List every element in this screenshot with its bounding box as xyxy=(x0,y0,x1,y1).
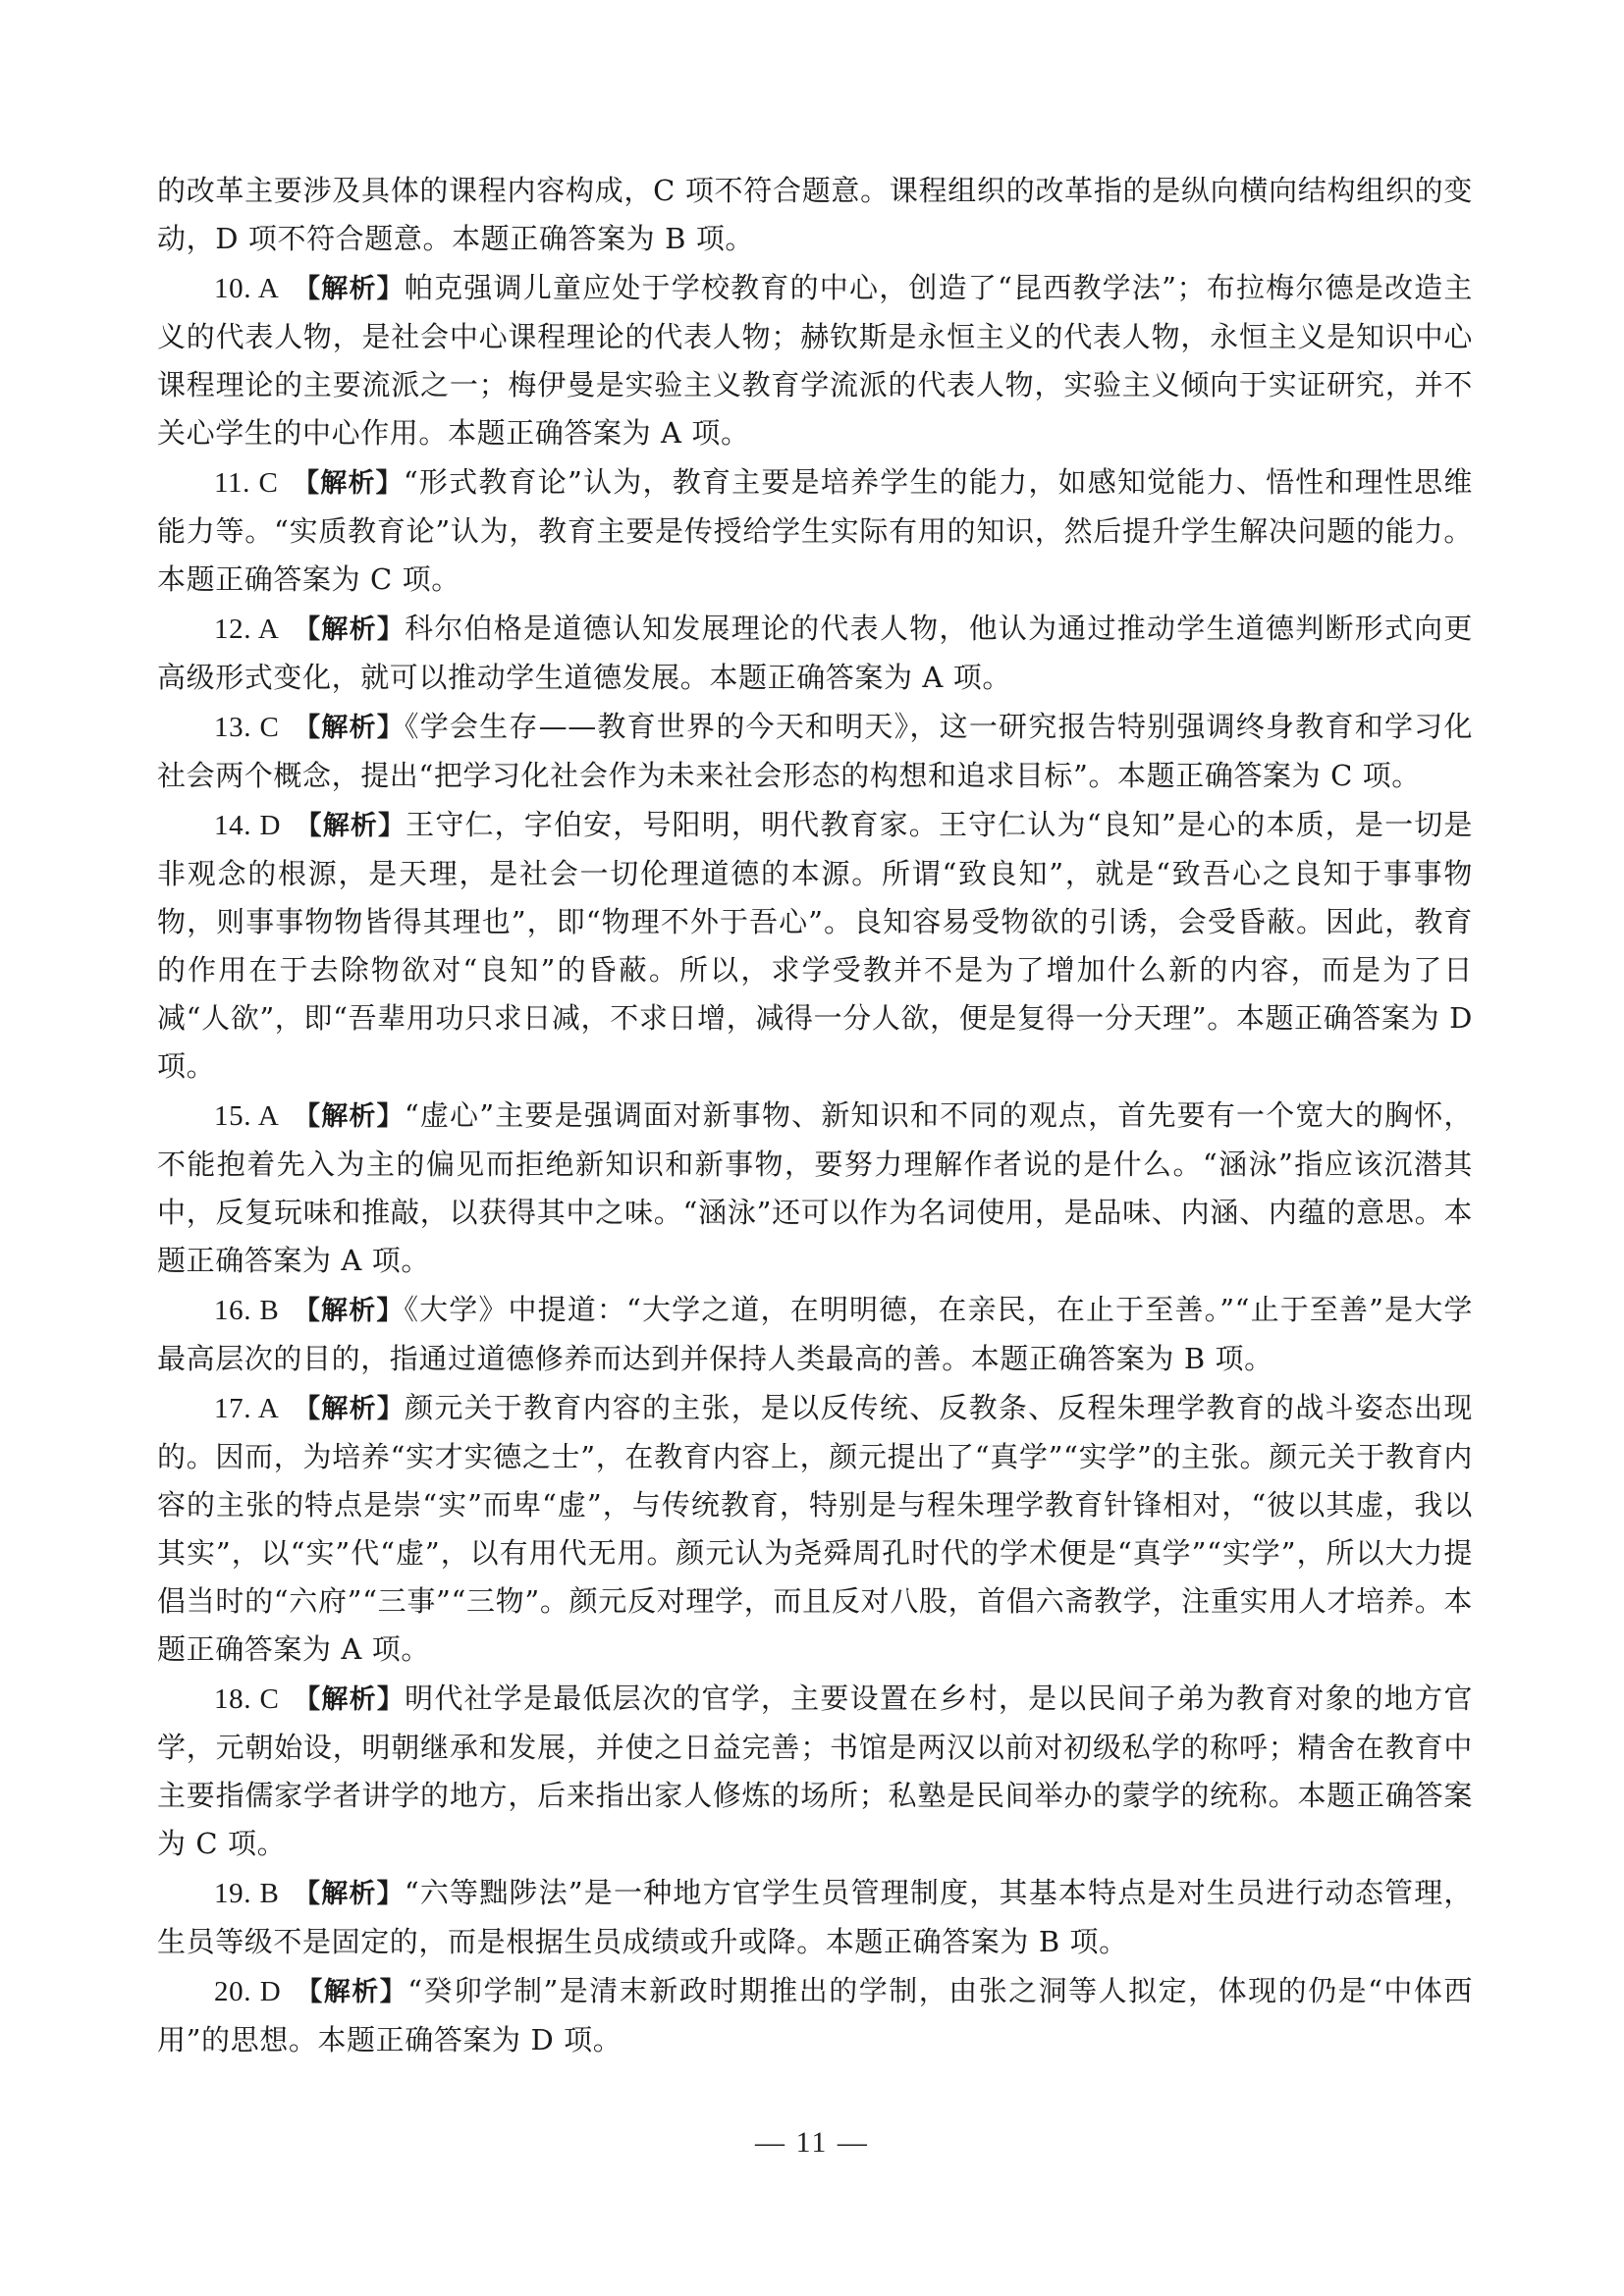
analysis-tag: 【解析】 xyxy=(295,1977,408,2007)
answer-list xyxy=(157,264,1473,2064)
page-number: — 11 — xyxy=(755,2126,869,2159)
question-number: 11. C xyxy=(214,467,279,499)
question-number: 13. C xyxy=(214,712,280,743)
answer-item xyxy=(157,703,1473,800)
answer-text: 《学会生存——教育世界的今天和明天》，这一研究报告特别强调终身教育和学习化社会两个概念，提出“把学习化社会作为未来社会形态的构想和追求目标”。本题正确答案为 C 项。 xyxy=(157,710,1473,792)
answer-text: “形式教育论”认为，教育主要是培养学生的能力，如感知觉能力、悟性和理性思维能力等。“实质教育论”认为，教育主要是传授给学生实际有用的知识，然后提升学生解决问题的能力。本题正确答案为 C 项。 xyxy=(157,465,1473,596)
question-number: 14. D xyxy=(214,810,281,841)
answer-text: “癸卯学制”是清末新政时期推出的学制，由张之洞等人拟定，体现的仍是“中体西用”的思想。本题正确答案为 D 项。 xyxy=(157,1974,1473,2056)
analysis-tag: 【解析】 xyxy=(293,274,405,304)
analysis-tag: 【解析】 xyxy=(293,1684,406,1715)
analysis-tag: 【解析】 xyxy=(292,468,404,499)
question-number: 18. C xyxy=(214,1683,280,1715)
answer-text: “虚心”主要是强调面对新事物、新知识和不同的观点，首先要有一个宽大的胸怀，不能抱着先入为主的偏见而拒绝新知识和新事物，要努力理解作者说的是什么。“涵泳”指应该沉潜其中，反复玩味和推敲，以获得其中之味。“涵泳”还可以作为名词使用，是品味、内涵、内蕴的意思。本题正确答案为 A 项。 xyxy=(157,1098,1473,1277)
answer-item xyxy=(157,1286,1473,1383)
question-number: 16. B xyxy=(214,1295,280,1326)
answer-item xyxy=(157,801,1473,1091)
analysis-tag: 【解析】 xyxy=(293,1101,405,1132)
answer-item xyxy=(157,458,1473,604)
answer-item xyxy=(157,605,1473,702)
question-number: 10. A xyxy=(214,273,280,304)
answer-item xyxy=(157,264,1473,457)
question-number: 19. B xyxy=(214,1878,280,1909)
question-number: 17. A xyxy=(214,1393,280,1424)
analysis-tag: 【解析】 xyxy=(293,1394,406,1424)
answer-item xyxy=(157,1967,1473,2064)
question-number: 20. D xyxy=(214,1976,282,2007)
answer-text: 明代社学是最低层次的官学，主要设置在乡村，是以民间子弟为教育对象的地方官学，元朝始设，明朝继承和发展，并使之日益完善；书馆是两汉以前对初级私学的称呼；精舍在教育中主要指儒家学者讲学的地方，后来指出家人修炼的场所；私塾是民间举办的蒙学的统称。本题正确答案为 C 项。 xyxy=(157,1682,1473,1860)
analysis-tag: 【解析】 xyxy=(293,1296,405,1326)
answer-text: 王守仁，字伯安，号阳明，明代教育家。王守仁认为“良知”是心的本质，是一切是非观念的根源，是天理，是社会一切伦理道德的本源。所谓“致良知”，就是“致吾心之良知于事事物物，则事事物物皆得其理也”，即“物理不外于吾心”。良知容易受物欲的引诱，会受昏蔽。因此，教育的作用在于去除物欲对“良知”的昏蔽。所以，求学受教并不是为了增加什么新的内容，而是为了日减“人欲”，即“吾辈用功只求日减，不求日增，减得一分人欲，便是复得一分天理”。本题正确答案为 D 项。 xyxy=(157,808,1473,1083)
answer-text: 颜元关于教育内容的主张，是以反传统、反教条、反程朱理学教育的战斗姿态出现的。因而，为培养“实才实德之士”，在教育内容上，颜元提出了“真学”“实学”的主张。颜元关于教育内容的主张的特点是崇“实”而卑“虚”，与传统教育，特别是与程朱理学教育针锋相对，“彼以其虚，我以其实”，以“实”代“虚”，以有用代无用。颜元认为尧舜周孔时代的学术便是“真学”“实学”，所以大力提倡当时的“六府”“三事”“三物”。颜元反对理学，而且反对八股，首倡六斋教学，注重实用人才培养。本题正确答案为 A 项。 xyxy=(157,1391,1473,1666)
analysis-tag: 【解析】 xyxy=(293,713,405,743)
answer-text: 帕克强调儿童应处于学校教育的中心，创造了“昆西教学法”；布拉梅尔德是改造主义的代表人物，是社会中心课程理论的代表人物；赫钦斯是永恒主义的代表人物，永恒主义是知识中心课程理论的主要流派之一；梅伊曼是实验主义教育学流派的代表人物，实验主义倾向于实证研究，并不关心学生的中心作用。本题正确答案为 A 项。 xyxy=(157,271,1473,450)
answer-text: 科尔伯格是道德认知发展理论的代表人物，他认为通过推动学生道德判断形式向更高级形式变化，就可以推动学生道德发展。本题正确答案为 A 项。 xyxy=(157,612,1473,694)
answer-text: 《大学》中提道：“大学之道，在明明德，在亲民，在止于至善。”“止于至善”是大学最高层次的目的，指通过道德修养而达到并保持人类最高的善。本题正确答案为 B 项。 xyxy=(157,1293,1473,1375)
intro-paragraph: 的改革主要涉及具体的课程内容构成，C 项不符合题意。课程组织的改革指的是纵向横向结构组织的变动，D 项不符合题意。本题正确答案为 B 项。 xyxy=(157,174,1473,255)
analysis-tag: 【解析】 xyxy=(293,614,406,645)
analysis-tag: 【解析】 xyxy=(295,811,406,841)
question-number: 12. A xyxy=(214,614,280,645)
answer-item xyxy=(157,1869,1473,1966)
answer-item xyxy=(157,1092,1473,1285)
answer-item xyxy=(157,1384,1473,1674)
answer-text: “六等黜陟法”是一种地方官学生员管理制度，其基本特点是对生员进行动态管理，生员等级不是固定的，而是根据生员成绩或升或降。本题正确答案为 B 项。 xyxy=(157,1876,1473,1958)
question-number: 15. A xyxy=(214,1100,280,1132)
analysis-tag: 【解析】 xyxy=(293,1879,405,1909)
answer-item xyxy=(157,1675,1473,1868)
answer-page xyxy=(157,167,1473,2065)
